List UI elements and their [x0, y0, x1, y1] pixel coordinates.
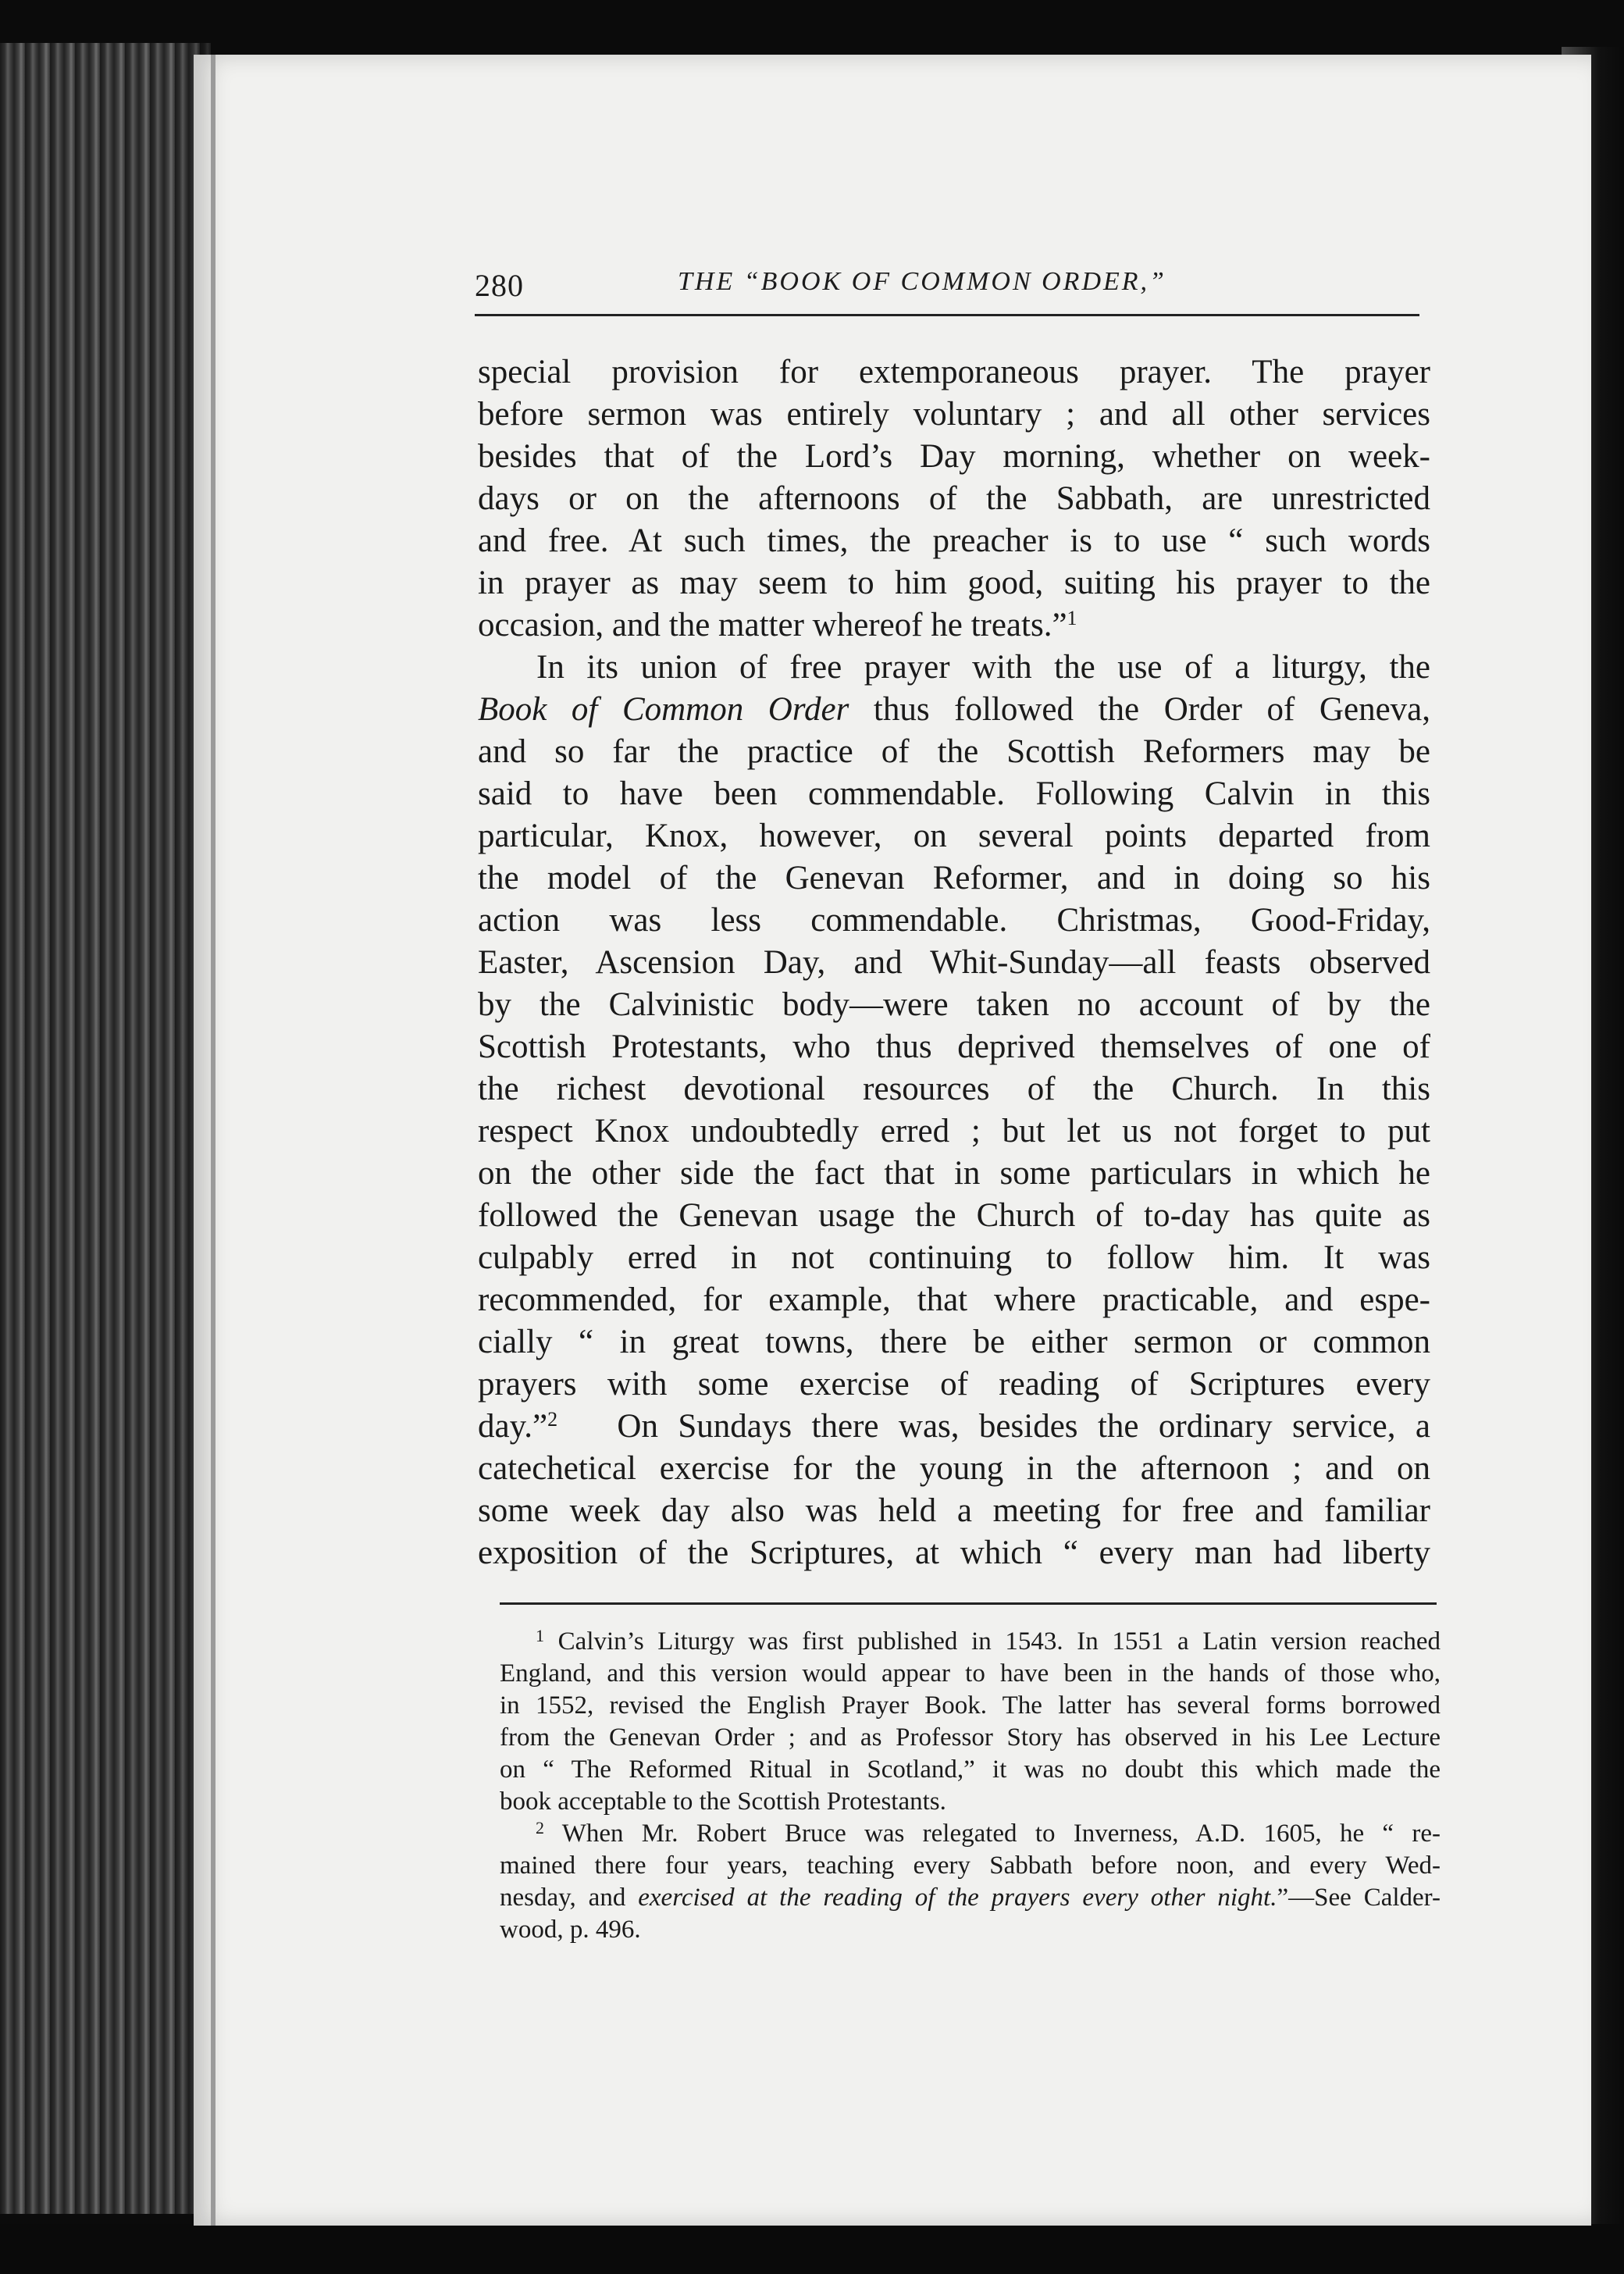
text-line: [478, 689, 1430, 731]
footnote-line: wood, p. 496.: [500, 1916, 641, 1944]
text-line: catechetical exercise for the young in the afternoon ; and on: [478, 1450, 1430, 1487]
text-line: the model of the Genevan Reformer, and in doing so his: [478, 860, 1430, 896]
text-line: besides that of the Lord’s Day morning, whether on week-: [478, 438, 1430, 475]
text-line: in prayer as may seem to him good, suiting his prayer to the: [478, 565, 1430, 601]
running-title: THE “BOOK OF COMMON ORDER,”: [678, 267, 1166, 296]
text-line: and free. At such times, the preacher is to use “ such words: [478, 522, 1430, 559]
text-fragment: When Mr. Robert Bruce was relegated to Inverness, A.D. 1605, he “ re-: [561, 1820, 1441, 1848]
text-line: In its union of free prayer with the use of a liturgy, the: [536, 649, 1430, 686]
text-line: before sermon was entirely voluntary ; and all other services: [478, 396, 1430, 433]
text-fragment: On Sundays there was, besides the ordinary service, a: [617, 1408, 1430, 1445]
text-fragment: nesday, and: [500, 1884, 626, 1912]
text-line: on the other side the fact that in some particulars in which he: [478, 1155, 1430, 1192]
book-title-italic: Book of Common Order: [478, 691, 849, 728]
footnote-ref-2: 2: [547, 1408, 558, 1431]
text-fragment: occasion, and the matter whereof he treats.”: [478, 607, 1067, 643]
text-line: by the Calvinistic body—were taken no account of by the: [478, 986, 1430, 1023]
text-line: recommended, for example, that where practicable, and espe-: [478, 1281, 1430, 1318]
text-line: particular, Knox, however, on several points departed from: [478, 818, 1430, 854]
footnote-marker-2: 2: [536, 1818, 544, 1837]
text-line: culpably erred in not continuing to follow him. It was: [478, 1239, 1430, 1276]
page-number: 280: [475, 268, 524, 303]
footnote-line: England, and this version would appear to have been in the hands of those who,: [500, 1659, 1441, 1688]
text-line: [478, 604, 1430, 647]
text-line: Scottish Protestants, who thus deprived themselves of one of: [478, 1028, 1430, 1065]
footnote-line: [500, 1818, 1441, 1850]
footnote-line: mained there four years, teaching every Sabbath before noon, and every Wed-: [500, 1852, 1441, 1880]
footnote-line: from the Genevan Order ; and as Professor Story has observed in his Lee Lecture: [500, 1723, 1441, 1752]
footnote-line: on “ The Reformed Ritual in Scotland,” it was no doubt this which made the: [500, 1755, 1441, 1784]
footnote-ref-1: 1: [1067, 607, 1077, 629]
footnote-line: [500, 1882, 1441, 1914]
bottom-edge: [0, 2224, 1624, 2274]
footnote-line: in 1552, revised the English Prayer Book. The latter has several forms borrowed: [500, 1691, 1441, 1720]
text-line: followed the Genevan usage the Church of to-day has quite as: [478, 1197, 1430, 1234]
text-line: cially “ in great towns, there be either sermon or common: [478, 1324, 1430, 1360]
text-line: the richest devotional resources of the Church. In this: [478, 1071, 1430, 1107]
text-line: action was less commendable. Christmas, Good-Friday,: [478, 902, 1430, 939]
body-text: [478, 351, 1430, 1574]
quote-italic: exercised at the reading of the prayers every other night.: [638, 1884, 1277, 1912]
text-fragment: Calvin’s Liturgy was first published in 1543. In 1551 a Latin version reached: [557, 1627, 1441, 1656]
footnotes: [500, 1626, 1441, 1946]
text-line: prayers with some exercise of reading of Scriptures every: [478, 1366, 1430, 1403]
text-line: some week day also was held a meeting for free and familiar: [478, 1492, 1430, 1529]
text-line: days or on the afternoons of the Sabbath, are unrestricted: [478, 480, 1430, 517]
text-line: [478, 1406, 1430, 1448]
footnote-marker-1: 1: [536, 1626, 544, 1645]
text-line: and so far the practice of the Scottish Reformers may be: [478, 733, 1430, 770]
book-edge: [0, 43, 211, 2214]
text-fragment: thus followed the Order of Geneva,: [873, 691, 1430, 728]
text-line: said to have been commendable. Following Calvin in this: [478, 775, 1430, 812]
text-line: exposition of the Scriptures, at which “ every man had liberty: [478, 1534, 1430, 1571]
text-line: respect Knox undoubtedly erred ; but let us not forget to put: [478, 1113, 1430, 1149]
running-header: [475, 267, 1419, 316]
footnote-line: book acceptable to the Scottish Protestants.: [500, 1787, 946, 1816]
text-line: Easter, Ascension Day, and Whit-Sunday—all feasts observed: [478, 944, 1430, 981]
text-line: special provision for extemporaneous prayer. The prayer: [478, 354, 1430, 390]
footnote-rule: [500, 1602, 1437, 1605]
text-fragment: day.”: [478, 1408, 548, 1445]
footnote-line: [500, 1626, 1441, 1658]
text-fragment: ”—See Calder-: [1277, 1884, 1441, 1912]
